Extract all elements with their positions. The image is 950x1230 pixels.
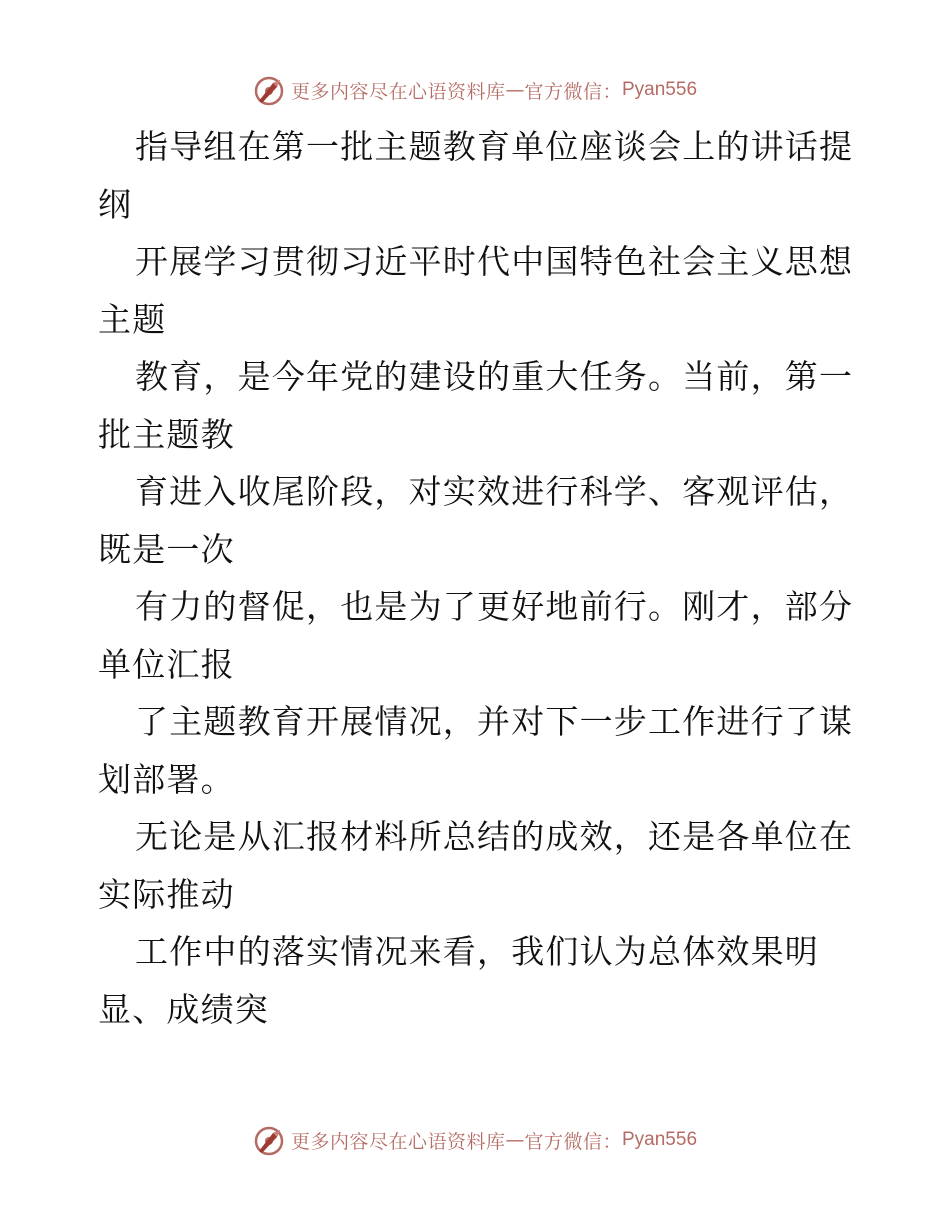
- header-banner-text: 更多内容尽在心语资料库: [290, 80, 506, 103]
- paragraph-line: 了主题教育开展情况，并对下一步工作进行了谋划部署。: [98, 702, 854, 799]
- header-banner-separator: —: [505, 79, 525, 101]
- footer-banner-text: 更多内容尽在心语资料库: [290, 1130, 506, 1153]
- paragraph-line: 教育，是今年党的建设的重大任务。当前，第一批主题教: [98, 357, 854, 454]
- document-title: 指导组在第一批主题教育单位座谈会上的讲话提纲: [98, 127, 854, 224]
- paragraph-line: 育进入收尾阶段，对实效进行科学、客观评估，既是一次: [98, 472, 854, 569]
- pen-nib-logo-icon: [253, 1124, 285, 1156]
- document-body: [98, 118, 858, 1038]
- footer-banner: [0, 1120, 950, 1160]
- header-contact-id: Pyan556: [622, 79, 698, 100]
- paragraph-line: 开展学习贯彻习近平时代中国特色社会主义思想主题: [98, 242, 854, 339]
- paragraph-line: 有力的督促，也是为了更好地前行。刚才，部分单位汇报: [98, 587, 854, 684]
- paragraph-line: 无论是从汇报材料所总结的成效，还是各单位在实际推动: [98, 817, 854, 914]
- header-banner: [0, 70, 950, 110]
- paragraph-line: 工作中的落实情况来看，我们认为总体效果明显、成绩突: [98, 932, 819, 1029]
- footer-contact-id: Pyan556: [622, 1129, 698, 1150]
- pen-nib-logo-icon: [253, 74, 285, 106]
- footer-banner-separator: —: [505, 1129, 525, 1151]
- footer-contact-label: 官方微信：: [524, 1130, 622, 1153]
- header-contact-label: 官方微信：: [524, 80, 622, 103]
